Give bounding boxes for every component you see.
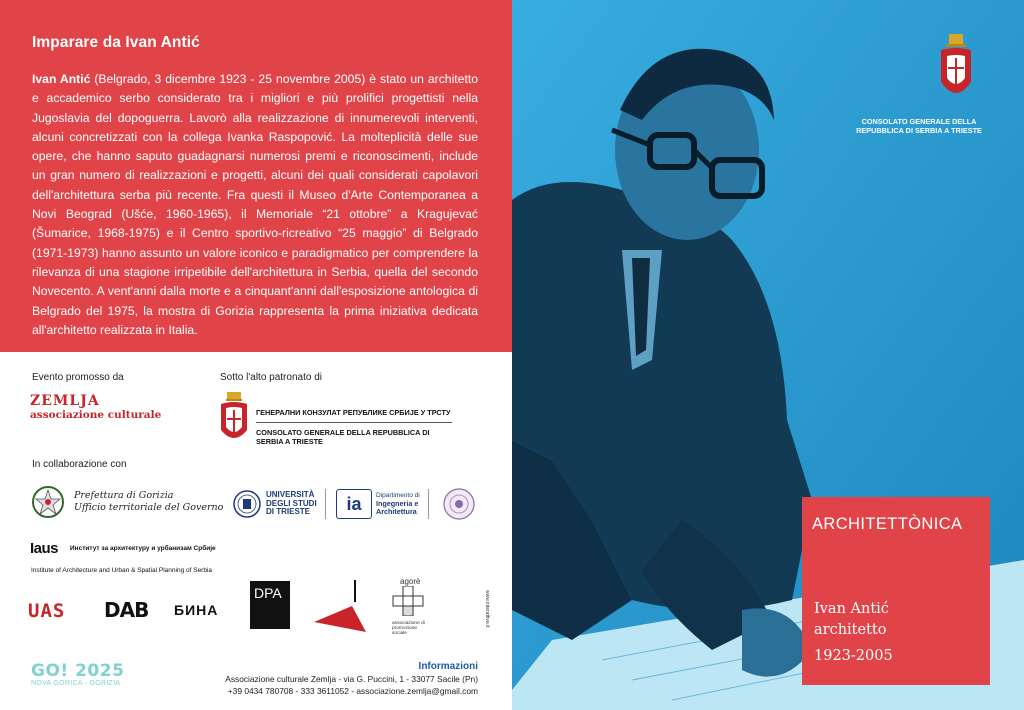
consolato-cyrillic: ГЕНЕРАЛНИ КОНЗУЛАТ РЕПУБЛИКЕ СРБИЈЕ У ТРСТУ: [256, 408, 451, 417]
promoted-label: Evento promosso da: [32, 372, 124, 383]
university-line3: DI TRIESTE: [266, 507, 311, 517]
info-contacts: +39 0434 780708 - 333 3611052 - associazione.zemlja@gmail.com: [227, 686, 478, 696]
bio-heading: Imparare da Ivan Antić: [32, 34, 200, 51]
agore-sub: associazione di promozione sociale: [392, 621, 425, 636]
zemlja-sub: associazione culturale: [30, 409, 162, 421]
dpa-mark: DPA: [254, 585, 282, 601]
bio-paragraph: [32, 70, 478, 340]
bio-text: (Belgrado, 3 dicembre 1923 - 25 novembre 2005) è stato un architetto e accademico serbo considerato tra i migliori e più prolifici progettisti nella Jugoslavia del dopoguerra. Lavorò alla realizzazione di innumerevoli interventi, alcuni concretizzati con la collega Ivanka Raspopović. La molteplicità delle sue opere, che hanno saputo guadagnarsi numerosi premi e riconoscimenti, include un gran numero di realizzazioni e progetti, alcuni dei quali considerati capolavori dell'architettura serba più recente. Fra questi il Museo d'Arte Contemporanea a Novi Beograd (Ušće, 1960-1965), il Memoriale “21 ottobre” a Kragujevać (Šumarice, 1968-1975) e il Centro sportivo-ricreativo “25 maggio” di Belgrado (1971-1973) hanno assunto un valore iconico e paradigmatico per comprendere la rilevanza di una stagione irripetibile dell'architettura in Serbia, quella del secondo Novecento. A vent'anni dalla morte e a cinquant'anni dall'esposizione antologica di Belgrado del 1975, la mostra di Gorizia rappresenta la prima iniziativa dedicata all'architetto realizzata in Italia.: [32, 72, 479, 337]
agore-name: agorè: [400, 577, 421, 586]
go2025-mark: GO! 2025: [31, 661, 125, 681]
prefettura-line1: Prefettura di Gorizia: [74, 490, 174, 501]
ia-line2: Ingegneria e: [376, 499, 419, 508]
uas-mark: UAS: [28, 600, 66, 622]
university-trieste-logo: [232, 489, 326, 519]
divider: [256, 422, 452, 423]
exhibition-title-box: [802, 497, 990, 685]
go2025-logo: [31, 663, 124, 687]
ia-line1: Dipartimento di: [376, 492, 420, 499]
uas-logo: [28, 597, 78, 625]
prefettura-line2: Ufficio territoriale del Governo: [74, 502, 224, 513]
divider: [428, 489, 429, 519]
right-panel: [512, 0, 1024, 710]
architect-name: Ivan Antić: [814, 601, 889, 617]
red-triangle-logo-icon: [312, 578, 368, 634]
architect-role: architetto: [814, 622, 887, 638]
patronage-label: Sotto l'alto patronato di: [220, 372, 322, 383]
agore-logo: [392, 577, 452, 636]
info-address: Associazione culturale Zemlja - via G. Puccini, 1 - 33077 Sacile (Pn): [225, 674, 478, 684]
ia-line3: Architettura: [376, 507, 417, 516]
university-line1: UNIVERSITÀ: [266, 490, 315, 500]
iaus-cyrillic: Институт за архитектуру и урбанизам Србије: [70, 545, 216, 552]
collab-label: In collaborazione con: [32, 459, 127, 470]
university-line2: DEGLI STUDI: [266, 498, 317, 508]
go2025-sub: NOVA GORICA - GORIZIA: [31, 680, 121, 687]
consolato-header: CONSOLATO GENERALE DELLA REPUBBLICA DI SERBIA A TRIESTE: [856, 117, 982, 135]
zemlja-logo: [30, 394, 180, 422]
architect-years: 1923-2005: [814, 648, 893, 664]
italian-emblem-icon: [30, 484, 66, 520]
dab-logo: DAB: [104, 598, 149, 622]
iaus-logo: [30, 542, 216, 555]
divider: [325, 489, 326, 519]
dpa-logo: [250, 581, 290, 629]
dems-logo-icon: [441, 487, 477, 521]
serbia-coat-of-arms-icon: [938, 32, 974, 106]
info-title: Informazioni: [418, 661, 478, 672]
dia-logo: [336, 489, 429, 519]
iaus-mark: Iaus: [30, 540, 59, 557]
bio-box: [0, 0, 512, 352]
series-title: ARCHITETTÒNICA: [812, 515, 963, 533]
ia-logo-mark: ia: [336, 489, 372, 519]
prefettura-logo: [30, 484, 223, 520]
bio-name: Ivan Antić: [32, 72, 91, 86]
consolato-italian: CONSOLATO GENERALE DELLA REPUBBLICA DI SERBIA A TRIESTE: [256, 428, 430, 446]
university-seal-icon: [232, 489, 262, 519]
bina-logo: БИНА: [174, 602, 219, 618]
consolato-logo-block: [218, 390, 468, 450]
zemlja-name: ZEMLJA: [30, 393, 100, 409]
agore-blocks-icon: [392, 586, 428, 616]
serbia-coat-of-arms-icon: [218, 390, 250, 448]
vertical-url: www.interattiva.it: [484, 590, 490, 628]
iaus-english: Institute of Architecture and Urban & Spatial Planning of Serbia: [31, 567, 213, 574]
